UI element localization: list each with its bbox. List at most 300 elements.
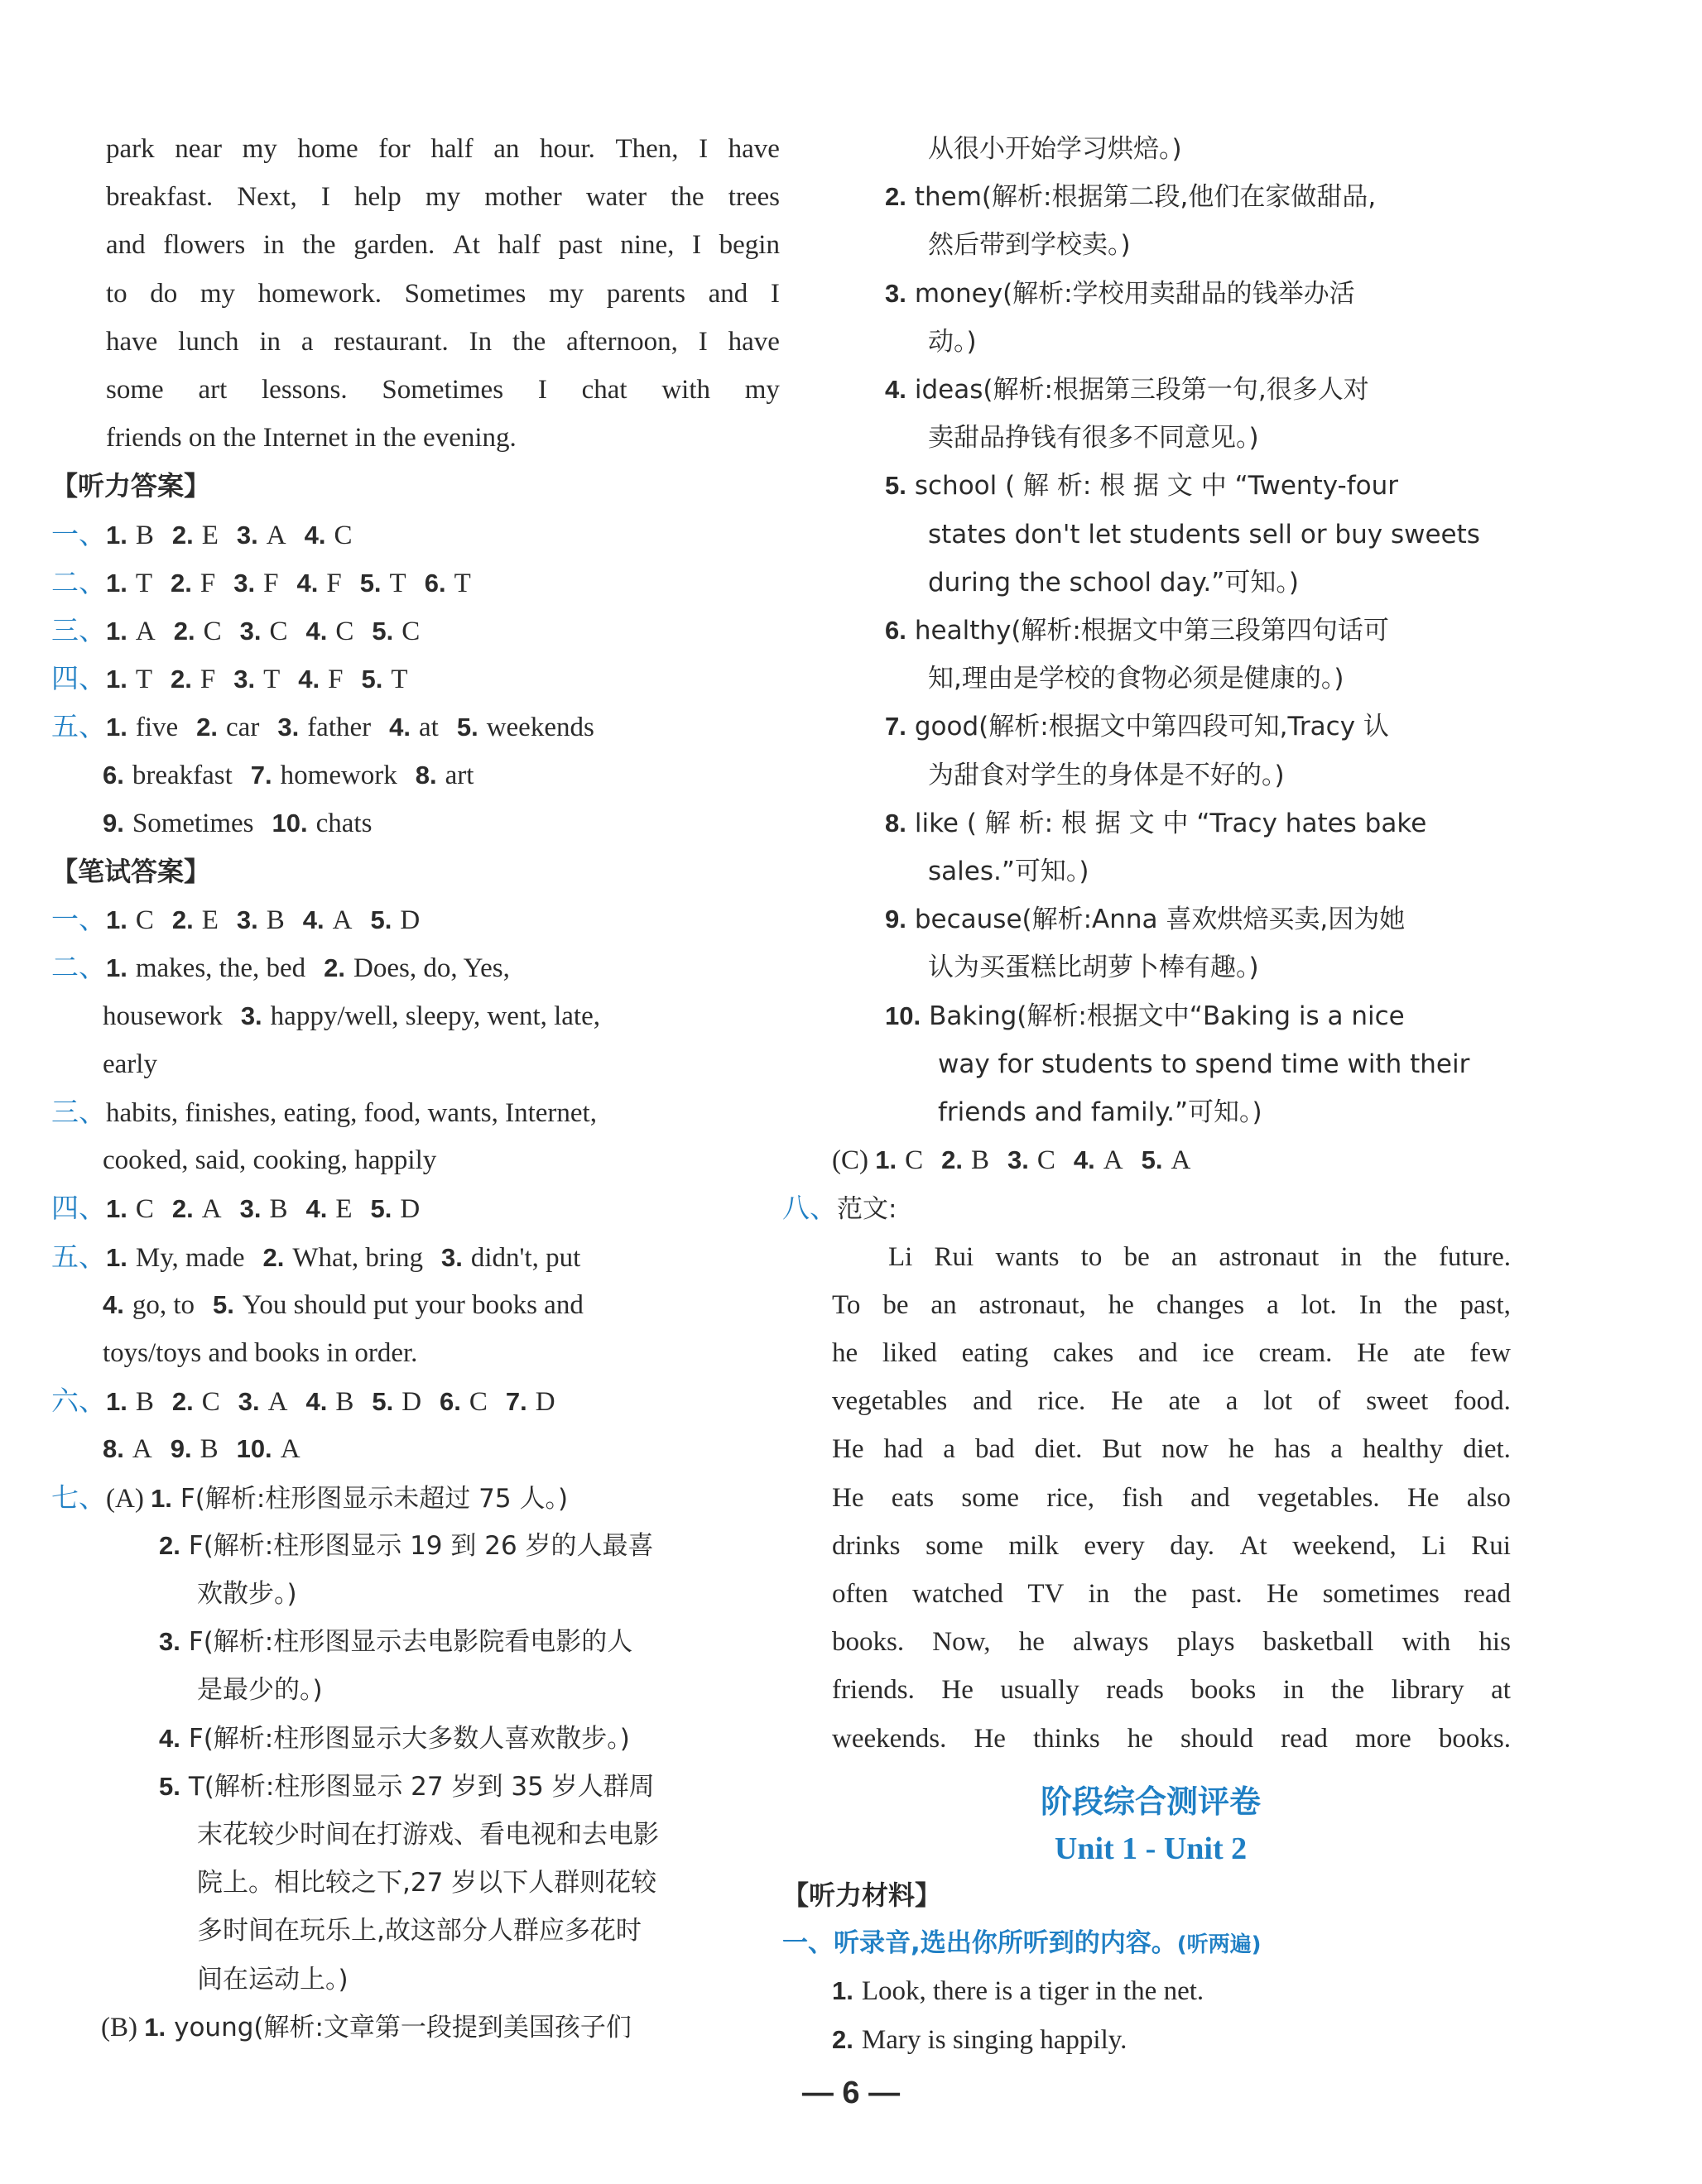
essay-word: Then, — [615, 134, 679, 164]
answer-item — [305, 521, 353, 550]
item-number: 1. — [106, 617, 127, 646]
essay-word: home — [297, 134, 358, 164]
answer-item — [103, 809, 254, 838]
item-number: 2. — [941, 1145, 963, 1175]
item-number: 2. — [171, 905, 194, 935]
essay-word: lessons. — [262, 375, 348, 405]
item-text: T(解析:柱形图显示 27 岁到 35 岁人群周 — [188, 1771, 655, 1802]
essay-word: I — [770, 278, 780, 309]
answer-item — [440, 1387, 488, 1417]
eight-heading — [782, 1192, 897, 1226]
item-text: because(解析:Anna 喜欢烘焙买卖,因为她 — [914, 905, 1406, 935]
answer-item — [172, 521, 219, 550]
essay-word: my — [242, 134, 277, 164]
essay-word: He — [941, 1675, 974, 1706]
essay-word: At — [452, 230, 480, 261]
item-number: 1. — [106, 520, 127, 550]
part-seven-line — [159, 1625, 632, 1658]
item-number: 5. — [370, 905, 392, 935]
item-text: Baking(解析:根据文中“Baking is a nice — [929, 1001, 1405, 1031]
item-number: 3. — [236, 905, 258, 935]
answer-item — [172, 905, 219, 935]
essay-word: lot — [1263, 1386, 1293, 1417]
written-row — [103, 1337, 435, 1370]
item-answer: My, made — [135, 1242, 245, 1273]
essay-word: he — [1127, 1723, 1153, 1754]
group-label: (B) — [101, 2012, 145, 2042]
item-text: 欢散步。) — [197, 1579, 297, 1609]
answer-item — [941, 1145, 989, 1175]
item-answer: C — [335, 617, 354, 646]
model-essay-line — [832, 1289, 1511, 1322]
answer-item — [362, 665, 408, 694]
heading-text: 【听力答案】 — [51, 470, 211, 502]
item-answer: father — [307, 713, 372, 743]
essay-word: TV — [1027, 1579, 1065, 1609]
essay-word: every — [1084, 1530, 1145, 1561]
b-item-line — [938, 1096, 1262, 1129]
answer-item — [106, 713, 178, 742]
item-number: 3. — [233, 665, 256, 694]
item-answer: C — [135, 905, 154, 936]
b-item-line — [928, 228, 1131, 262]
item-text: F(解析:柱形图显示去电影院看电影的人 — [188, 1627, 633, 1658]
item-number: 3. — [233, 568, 256, 598]
essay-word: at — [1491, 1675, 1511, 1706]
answer-item — [360, 569, 406, 598]
answer-item — [106, 1387, 154, 1417]
item-text: 间在运动上。) — [197, 1964, 349, 1994]
essay-word: past. — [1191, 1579, 1243, 1609]
essay-word: In — [1358, 1289, 1382, 1320]
answer-item — [389, 713, 439, 742]
essay-word: always — [1073, 1627, 1149, 1658]
essay-word: He — [832, 1434, 864, 1465]
item-answer: B — [135, 520, 154, 550]
item-number: 6. — [885, 616, 906, 645]
item-answer: F — [200, 665, 216, 695]
item-number: 6. — [103, 760, 124, 790]
answer-item — [171, 665, 215, 694]
answer-item — [106, 569, 152, 598]
answer-item — [103, 761, 233, 790]
answer-item — [171, 569, 215, 598]
listening-row — [51, 566, 489, 600]
essay-word: trees — [728, 182, 780, 213]
item-number: 5. — [885, 471, 906, 501]
essay-line: friends on the Internet in the evening. — [106, 423, 517, 454]
item-answer: C — [469, 1387, 488, 1418]
item-answer: happy/well, sleepy, went, late, — [270, 1001, 600, 1031]
essay-word: he — [1018, 1627, 1045, 1658]
item-number: 1. — [106, 953, 127, 983]
essay-word: I — [699, 134, 709, 164]
answer-item — [372, 1387, 421, 1417]
essay-word: with — [661, 375, 710, 405]
section-marker: 四、 — [51, 662, 106, 695]
answer-item — [106, 521, 154, 550]
item-answer: T — [389, 568, 406, 598]
essay-word: also — [1466, 1482, 1511, 1513]
essay-word: mother — [484, 182, 562, 213]
answer-item — [233, 569, 278, 598]
essay-word: an — [493, 134, 520, 164]
written-row — [103, 1144, 454, 1177]
answer-item — [103, 1290, 195, 1320]
essay-word: and — [1190, 1482, 1230, 1513]
part1-title — [782, 1927, 1262, 1961]
essay-word: had — [883, 1434, 924, 1465]
essay-word: weekends. — [832, 1723, 947, 1754]
item-answer: C — [1036, 1145, 1055, 1176]
row-text: housework — [103, 1001, 223, 1031]
item-number: 4. — [302, 905, 325, 935]
section-marker: 一、 — [51, 903, 106, 936]
item-number: 3. — [240, 1001, 262, 1030]
essay-word: basketball — [1262, 1627, 1374, 1658]
item-number: 4. — [159, 1723, 180, 1753]
essay-word: watched — [912, 1579, 1004, 1609]
written-row — [51, 1385, 574, 1418]
b-item-line — [885, 903, 1405, 936]
item-answer: C — [269, 617, 288, 646]
item-answer: T — [135, 568, 153, 598]
item-text: 然后带到学校卖。) — [928, 230, 1131, 261]
item-number: 4. — [103, 1289, 124, 1319]
answer-item — [171, 1434, 219, 1464]
essay-line — [106, 180, 780, 214]
item-answer: C — [203, 617, 222, 646]
essay-word: and — [973, 1386, 1012, 1417]
essay-word: rice, — [1046, 1482, 1095, 1513]
item-answer: C — [905, 1145, 924, 1176]
part-seven-line — [159, 1722, 630, 1755]
essay-word: weekend, — [1292, 1530, 1397, 1561]
item-answer: C — [135, 1194, 154, 1225]
essay-word: water — [585, 182, 647, 213]
essay-word: vegetables. — [1257, 1482, 1380, 1513]
item-answer: D — [400, 905, 421, 936]
item-number: 1. — [106, 665, 127, 694]
item-answer: A — [280, 1434, 300, 1465]
item-answer: E — [201, 905, 219, 936]
answer-item — [372, 617, 420, 646]
item-number: 3. — [239, 1194, 262, 1224]
essay-word: hour. — [539, 134, 595, 164]
essay-word: sometimes — [1322, 1579, 1440, 1609]
essay-word: restaurant. — [334, 326, 449, 357]
item-number: 1. — [106, 905, 127, 935]
b-item-line — [885, 180, 1376, 214]
essay-word: lunch — [178, 326, 239, 357]
item-text: way for students to spend time with their — [938, 1049, 1470, 1079]
part-seven-line — [197, 1818, 659, 1851]
b-item-line — [885, 373, 1369, 406]
essay-word: read — [1464, 1579, 1511, 1609]
item-text: F(解析:柱形图显示大多数人喜欢散步。) — [188, 1723, 630, 1754]
essay-word: and — [1137, 1338, 1178, 1368]
essay-word: flowers — [163, 230, 246, 261]
essay-word: some — [926, 1530, 983, 1561]
item-text: 多时间在玩乐上,故这部分人群应多花时 — [197, 1916, 642, 1946]
essay-word: healthy — [1363, 1434, 1444, 1465]
item-answer: A — [266, 520, 286, 550]
answer-item — [425, 569, 471, 598]
essay-word: I — [537, 375, 547, 405]
item-number: 5. — [159, 1771, 180, 1801]
written-row — [51, 1096, 615, 1130]
answer-item — [233, 665, 280, 694]
essay-word: books. — [1438, 1723, 1511, 1754]
item-answer: You should put your books and — [242, 1289, 584, 1320]
essay-word: the — [1383, 1241, 1417, 1272]
b-item-line — [928, 421, 1259, 454]
item-number: 1. — [151, 1483, 172, 1513]
item-answer: F — [200, 568, 216, 598]
item-answer: C — [201, 1387, 220, 1418]
model-essay-line — [832, 1673, 1511, 1706]
item-number: 7. — [885, 712, 906, 742]
item-text: 卖甜品挣钱有很多不同意见。) — [928, 423, 1259, 454]
part-seven-line — [197, 1866, 656, 1899]
essay-word: my — [744, 375, 780, 405]
essay-word: friends. — [832, 1675, 915, 1706]
item-number: 4. — [1073, 1145, 1095, 1175]
essay-word: lot. — [1301, 1289, 1337, 1320]
item-text: Mary is singing happily. — [861, 2024, 1127, 2055]
part-seven-line — [197, 1914, 642, 1947]
essay-word: At — [1239, 1530, 1267, 1561]
essay-word: He — [1266, 1579, 1299, 1609]
model-essay-line — [832, 1433, 1511, 1466]
item-answer: breakfast — [132, 760, 233, 790]
essay-word: in — [1088, 1579, 1110, 1609]
item-answer: B — [266, 905, 285, 936]
item-answer: F — [263, 568, 279, 598]
item-answer: A — [201, 1194, 222, 1225]
written-row — [103, 1289, 602, 1322]
answer-item — [238, 1387, 288, 1417]
essay-word: astronaut, — [978, 1289, 1086, 1320]
answer-item — [1142, 1145, 1191, 1175]
section-marker: 一、 — [51, 517, 106, 550]
item-number: 2. — [171, 520, 194, 550]
answer-item — [103, 1434, 152, 1464]
essay-word: He — [1406, 1482, 1440, 1513]
item-answer: B — [269, 1194, 288, 1225]
item-answer: C — [334, 520, 353, 550]
item-number: 2. — [262, 1242, 285, 1272]
item-number: 2. — [159, 1530, 180, 1560]
model-essay-line — [832, 1385, 1511, 1418]
b-item-line — [885, 277, 1355, 310]
item-answer: A — [132, 1434, 152, 1465]
written-row — [103, 1433, 319, 1466]
test-subtitle: Unit 1 - Unit 2 — [1054, 1831, 1248, 1866]
b-item-line — [928, 325, 977, 358]
item-text: healthy(解析:根据文中第三段第四句话可 — [914, 616, 1389, 646]
essay-word: diet. — [1034, 1434, 1083, 1465]
written-row — [51, 1241, 599, 1274]
item-text: sales.”可知。) — [928, 857, 1089, 886]
essay-word: help — [353, 182, 401, 213]
item-number: 3. — [441, 1242, 463, 1272]
item-text: young(解析:文章第一段提到美国孩子们 — [174, 2012, 632, 2042]
answer-item — [240, 1194, 288, 1224]
essay-word: he — [1228, 1434, 1255, 1465]
item-number: 2. — [171, 1387, 194, 1417]
part-title: 一、听录音,选出你所听到的内容。 — [782, 1928, 1177, 1959]
item-answer: T — [263, 665, 281, 695]
item-answer: T — [454, 568, 471, 598]
essay-word: plays — [1176, 1627, 1235, 1658]
written-row — [51, 951, 528, 985]
section-marker: 五、 — [51, 710, 106, 743]
essay-word: wants — [995, 1241, 1060, 1272]
essay-word: Now, — [932, 1627, 991, 1658]
essay-word: cream. — [1258, 1338, 1333, 1368]
group-label: (A) — [106, 1483, 151, 1514]
essay-word: to — [1080, 1241, 1103, 1272]
essay-word: liked — [882, 1338, 937, 1368]
b-item-line — [928, 759, 1285, 792]
part-seven-b-line — [101, 2011, 632, 2044]
item-answer: go, to — [132, 1289, 195, 1320]
item-answer: T — [135, 665, 153, 695]
essay-word: books. — [832, 1627, 905, 1658]
item-number: 6. — [440, 1387, 461, 1417]
essay-word: art — [198, 375, 228, 405]
answer-item — [213, 1290, 584, 1320]
heading-text: 【笔试答案】 — [51, 856, 211, 887]
essay-word: an — [1171, 1241, 1198, 1272]
item-answer: didn't, put — [470, 1242, 581, 1273]
item-text: during the school day.”可知。) — [928, 567, 1299, 598]
model-essay-line — [832, 1481, 1511, 1514]
answer-item — [296, 569, 341, 598]
essay-word: to — [106, 278, 127, 309]
item-number: 1. — [106, 568, 127, 598]
essay-word: in — [1340, 1241, 1363, 1272]
item-number: 2. — [173, 617, 195, 646]
part-seven-line — [197, 1577, 297, 1610]
answer-item — [241, 1001, 600, 1031]
b-item-line — [938, 1048, 1469, 1081]
essay-word: Li — [888, 1241, 913, 1272]
essay-word: in — [1282, 1675, 1305, 1706]
essay-word: have — [106, 326, 158, 357]
essay-word: milk — [1008, 1530, 1059, 1561]
answer-item — [298, 665, 343, 694]
essay-word: rice. — [1037, 1386, 1086, 1417]
essay-word: a — [1225, 1386, 1238, 1417]
item-answer: at — [419, 713, 439, 743]
essay-word: in — [259, 326, 281, 357]
model-essay-line — [832, 1337, 1511, 1370]
test-title: 阶段综合测评卷 — [1040, 1785, 1261, 1820]
item-number: 10. — [885, 1001, 921, 1030]
essay-word: eats — [891, 1482, 935, 1513]
item-number: 4. — [305, 1387, 328, 1417]
item-answer: five — [135, 713, 179, 743]
material-item — [832, 1975, 1204, 2008]
item-text: them(解析:根据第二段,他们在家做甜品, — [914, 182, 1377, 213]
essay-line — [106, 325, 780, 358]
item-text: ideas(解析:根据第三段第一句,很多人对 — [914, 375, 1369, 405]
listening-row — [103, 759, 492, 792]
item-number: 4. — [885, 375, 906, 404]
essay-word: future. — [1438, 1241, 1511, 1272]
item-text: school ( 解 析: 根 据 文 中 “Twenty-four — [914, 471, 1398, 502]
essay-word: in — [262, 230, 285, 261]
item-number: 10. — [236, 1434, 272, 1464]
item-number: 1. — [832, 1976, 853, 2006]
essay-word: homework. — [257, 278, 382, 309]
essay-word: and — [106, 230, 146, 261]
section-marker: 五、 — [51, 1240, 106, 1273]
item-number: 7. — [250, 760, 272, 790]
essay-word: be — [1123, 1241, 1150, 1272]
essay-word: nine, — [620, 230, 675, 261]
answer-item — [174, 617, 222, 646]
b-item-line — [928, 951, 1259, 984]
item-number: 3. — [885, 278, 906, 308]
item-number: 5. — [372, 617, 394, 646]
answer-item — [416, 761, 474, 790]
item-number: 5. — [1141, 1145, 1163, 1175]
answer-item — [1074, 1145, 1123, 1175]
essay-word: Rui — [1471, 1530, 1511, 1561]
item-number: 2. — [832, 2024, 853, 2054]
answer-item — [106, 953, 305, 983]
item-number: 9. — [103, 808, 124, 838]
essay-word: read — [1281, 1723, 1328, 1754]
answer-item — [305, 1194, 352, 1224]
row-text: toys/toys and books in order. — [103, 1338, 418, 1368]
item-answer: D — [400, 1194, 421, 1225]
item-text: good(解析:根据文中第四段可知,Tracy 认 — [914, 712, 1389, 742]
section-marker: 三、 — [51, 614, 106, 646]
essay-word: with — [1402, 1627, 1451, 1658]
answer-item — [237, 1434, 300, 1464]
item-number: 3. — [159, 1627, 180, 1657]
essay-word: Li — [1421, 1530, 1446, 1561]
item-number: 1. — [106, 1242, 127, 1272]
written-heading — [51, 855, 210, 889]
b-item-line — [885, 469, 1398, 502]
essay-word: more — [1354, 1723, 1411, 1754]
item-number: 1. — [144, 2012, 166, 2042]
essay-word: To — [832, 1289, 861, 1320]
c-row — [832, 1144, 1209, 1177]
model-essay-line — [888, 1241, 1511, 1274]
material-heading — [782, 1879, 941, 1913]
item-answer: Sometimes — [132, 808, 254, 838]
essay-word: Rui — [934, 1241, 974, 1272]
essay-word: the — [1404, 1289, 1438, 1320]
essay-word: his — [1478, 1627, 1511, 1658]
item-number: 8. — [885, 808, 906, 838]
item-number: 2. — [885, 182, 906, 212]
answer-item — [106, 617, 156, 646]
essay-word: for — [378, 134, 411, 164]
item-number: 6. — [424, 568, 446, 598]
essay-word: He — [1357, 1338, 1389, 1368]
part-seven-line — [197, 1673, 323, 1706]
written-row — [51, 1192, 438, 1226]
item-answer: D — [535, 1387, 555, 1418]
item-number: 3. — [277, 713, 300, 742]
